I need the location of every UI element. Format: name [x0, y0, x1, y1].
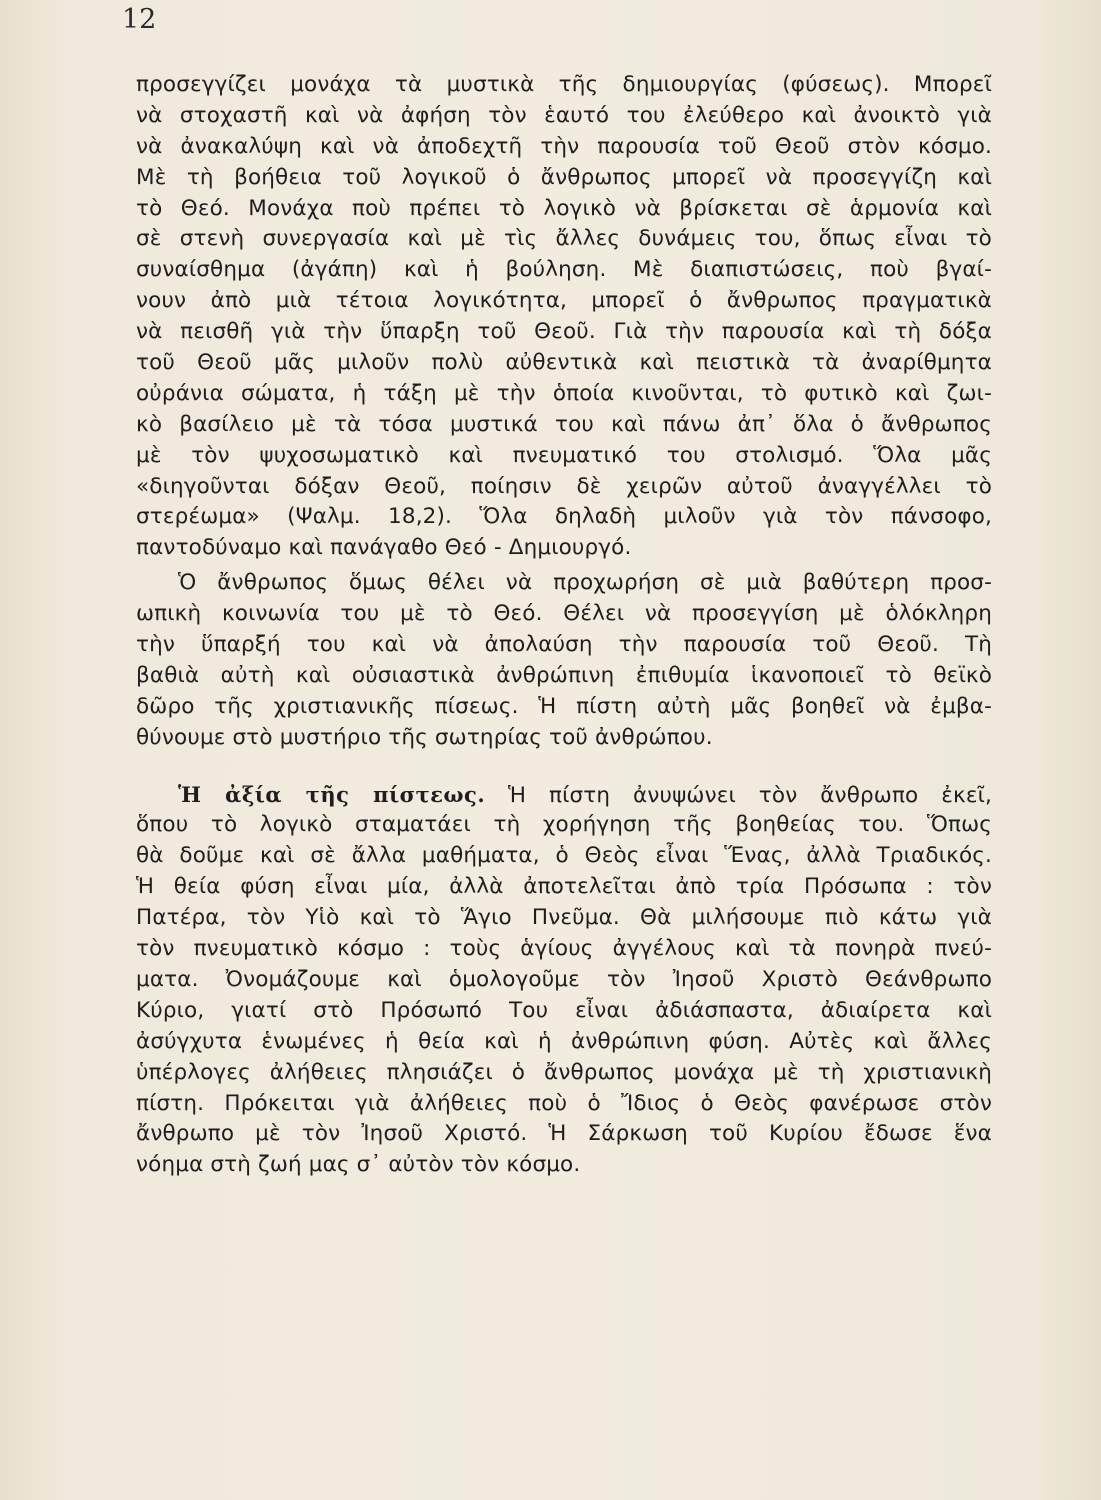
text-line: παντοδύναμο καὶ πανάγαθο Θεό - Δημιουργό. [136, 535, 632, 561]
text-line: τὸν πνευματικὸ κόσμο : τοὺς ἁγίους ἀγγέλους καὶ τὰ πονηρὰ πνεύ- [136, 936, 992, 962]
text-line: Κύριο, γιατί στὸ Πρόσωπό Του εἶναι ἀδιάσπαστα, ἀδιαίρετα καὶ [136, 997, 992, 1023]
paragraph-2 [136, 568, 992, 753]
page-number: 12 [122, 4, 157, 35]
text-line: νουν ἀπὸ μιὰ τέτοια λογικότητα, μπορεῖ ὁ ἄνθρωπος πραγματικὰ [136, 288, 992, 314]
text-line: ωπικὴ κοινωνία του μὲ τὸ Θεό. Θέλει νὰ προσεγγίση μὲ ὁλόκληρη [136, 601, 992, 627]
text-line: Πατέρα, τὸν Υἱὸ καὶ τὸ Ἅγιο Πνεῦμα. Θὰ μιλήσουμε πιὸ κάτω γιὰ [136, 905, 992, 931]
text-line: νόημα στὴ ζωή μας σ᾽ αὐτὸν τὸν κόσμο. [136, 1152, 581, 1178]
text-line: κὸ βασίλειο μὲ τὰ τόσα μυστικά του καὶ πάνω ἀπ᾽ ὅλα ὁ ἄνθρωπος [136, 411, 992, 437]
text-line: ἀσύγχυτα ἑνωμένες ἡ θεία καὶ ἡ ἀνθρώπινη φύση. Αὐτὲς καὶ ἄλλες [136, 1028, 992, 1054]
text-line: τὸ Θεό. Μονάχα ποὺ πρέπει τὸ λογικὸ νὰ βρίσκεται σὲ ἁρμονία καὶ [136, 195, 992, 221]
text-line: τοῦ Θεοῦ μᾶς μιλοῦν πολὺ αὐθεντικὰ καὶ πειστικὰ τὰ ἀναρίθμητα [136, 350, 992, 376]
section-first-line-text: Ἡ πίστη ἀνυψώνει τὸν ἄνθρωπο ἐκεῖ, [508, 782, 992, 808]
text-line: ἄνθρωπο μὲ τὸν Ἰησοῦ Χριστό. Ἡ Σάρκωση τοῦ Κυρίου ἔδωσε ἕνα [136, 1121, 992, 1147]
text-line: ὅπου τὸ λογικὸ σταματάει τὴ χορήγηση τῆς βοηθείας του. Ὅπως [136, 812, 992, 838]
text-line: θύνουμε στὸ μυστήριο τῆς σωτηρίας τοῦ ἀνθρώπου. [136, 724, 713, 750]
text-line: πίστη. Πρόκειται γιὰ ἀλήθειες ποὺ ὁ Ἴδιος ὁ Θεὸς φανέρωσε στὸν [136, 1090, 992, 1116]
text-line: νὰ ἀνακαλύψη καὶ νὰ ἀποδεχτῆ τὴν παρουσία τοῦ Θεοῦ στὸν κόσμο. [136, 133, 992, 159]
text-line: δῶρο τῆς χριστιανικῆς πίσεως. Ἡ πίστη αὐτὴ μᾶς βοηθεῖ νὰ ἐμβα- [136, 693, 992, 719]
text-line: προσεγγίζει μονάχα τὰ μυστικὰ τῆς δημιουργίας (φύσεως). Μπορεῖ [136, 72, 992, 97]
text-line: Μὲ τὴ βοήθεια τοῦ λογικοῦ ὁ ἄνθρωπος μπορεῖ νὰ προσεγγίζη καὶ [136, 164, 992, 190]
text-line: νὰ πεισθῆ γιὰ τὴν ὕπαρξη τοῦ Θεοῦ. Γιὰ τὴν παρουσία καὶ τὴ δόξα [136, 319, 992, 345]
text-line: συναίσθημα (ἀγάπη) καὶ ἡ βούληση. Μὲ διαπιστώσεις, ποὺ βγαί- [136, 257, 992, 283]
body-text [136, 70, 992, 1181]
text-line: βαθιὰ αὐτὴ καὶ οὐσιαστικὰ ἀνθρώπινη ἐπιθυμία ἱκανοποιεῖ τὸ θεϊκὸ [136, 662, 992, 688]
section-first-line [136, 780, 992, 811]
text-line: σὲ στενὴ συνεργασία καὶ μὲ τὶς ἄλλες δυνάμεις του, ὅπως εἶναι τὸ [136, 226, 992, 252]
text-line: νὰ στοχαστῆ καὶ νὰ ἀφήση τὸν ἑαυτό του ἐλεύθερο καὶ ἀνοικτὸ γιὰ [136, 102, 992, 128]
text-line: μὲ τὸν ψυχοσωματικὸ καὶ πνευματικό του στολισμό. Ὅλα μᾶς [136, 442, 992, 468]
text-line: ὑπέρλογες ἀλήθειες πλησιάζει ὁ ἄνθρωπος μονάχα μὲ τὴ χριστιανικὴ [136, 1059, 992, 1085]
text-line: θὰ δοῦμε καὶ σὲ ἄλλα μαθήματα, ὁ Θεὸς εἶναι Ἕνας, ἀλλὰ Τριαδικός. [136, 843, 992, 869]
text-line: ματα. Ὀνομάζουμε καὶ ὁμολογοῦμε τὸν Ἰησοῦ Χριστὸ Θεάνθρωπο [136, 966, 992, 992]
text-line: «διηγοῦνται δόξαν Θεοῦ, ποίησιν δὲ χειρῶν αὐτοῦ ἀναγγέλλει τὸ [136, 473, 992, 499]
text-line: οὐράνια σώματα, ἡ τάξη μὲ τὴν ὁποία κινοῦνται, τὸ φυτικὸ καὶ ζωι- [136, 380, 992, 406]
section-heading: Ἡ ἀξία τῆς πίστεως. [178, 781, 486, 807]
text-line: Ἡ θεία φύση εἶναι μία, ἀλλὰ ἀποτελεῖται ἀπὸ τρία Πρόσωπα : τὸν [136, 874, 992, 900]
section-faith-value [136, 780, 992, 1182]
paragraph-1 [136, 70, 992, 564]
text-line: τὴν ὕπαρξή του καὶ νὰ ἀπολαύση τὴν παρουσία τοῦ Θεοῦ. Τὴ [136, 632, 992, 658]
text-line: στερέωμα» (Ψαλμ. 18,2). Ὅλα δηλαδὴ μιλοῦν γιὰ τὸν πάνσοφο, [136, 504, 992, 530]
text-line: Ὁ ἄνθρωπος ὅμως θέλει νὰ προχωρήση σὲ μιὰ βαθύτερη προσ- [178, 570, 992, 596]
